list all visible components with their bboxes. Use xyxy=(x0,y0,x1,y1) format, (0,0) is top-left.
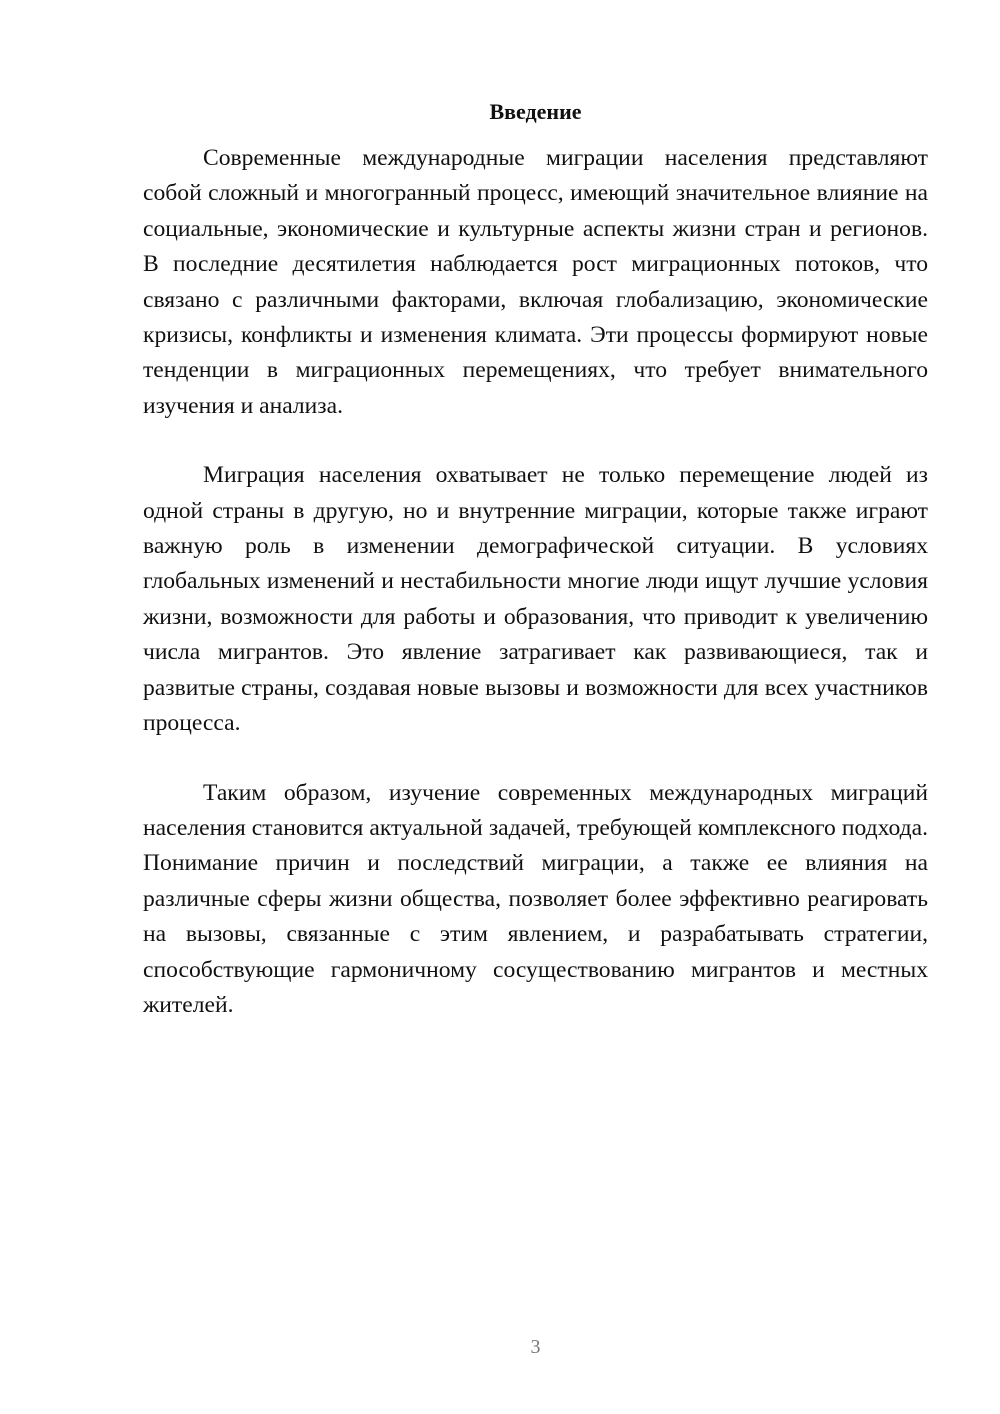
body-text xyxy=(143,141,928,1057)
paragraph-3: Таким образом, изучение современных международных миграций населения становится актуальной задачей, требующей комплексного подхода. Понимание причин и последствий миграции, а также ее влияния на различные сферы жизни общества, позволяет более эффективно реагировать на вызовы, связанные с этим явлением, и разрабатывать стратегии, способствующие гармоничному сосуществованию мигрантов и местных жителей. xyxy=(143,779,928,1018)
page-number: 3 xyxy=(530,1336,541,1358)
section-title: Введение xyxy=(489,99,582,124)
paragraph-2: Миграция населения охватывает не только перемещение людей из одной страны в другую, но и внутренние миграции, которые также играют важную роль в изменении демографической ситуации. В условиях глобальных изменений и нестабильности многие люди ищут лучшие условия жизни, возможности для работы и образования, что приводит к увеличению числа мигрантов. Это явление затрагивает как развивающиеся, так и развитые страны, создавая новые вызовы и возможности для всех участников процесса. xyxy=(143,462,928,737)
paragraph-1: Современные международные миграции населения представляют собой сложный и многогранный процесс, имеющий значительное влияние на социальные, экономические и культурные аспекты жизни стран и регионов. В последние десятилетия наблюдается рост миграционных потоков, что связано с различными факторами, включая глобализацию, экономические кризисы, конфликты и изменения климата. Эти процессы формируют новые тенденции в миграционных перемещениях, что требует внимательного изучения и анализа. xyxy=(143,145,928,419)
